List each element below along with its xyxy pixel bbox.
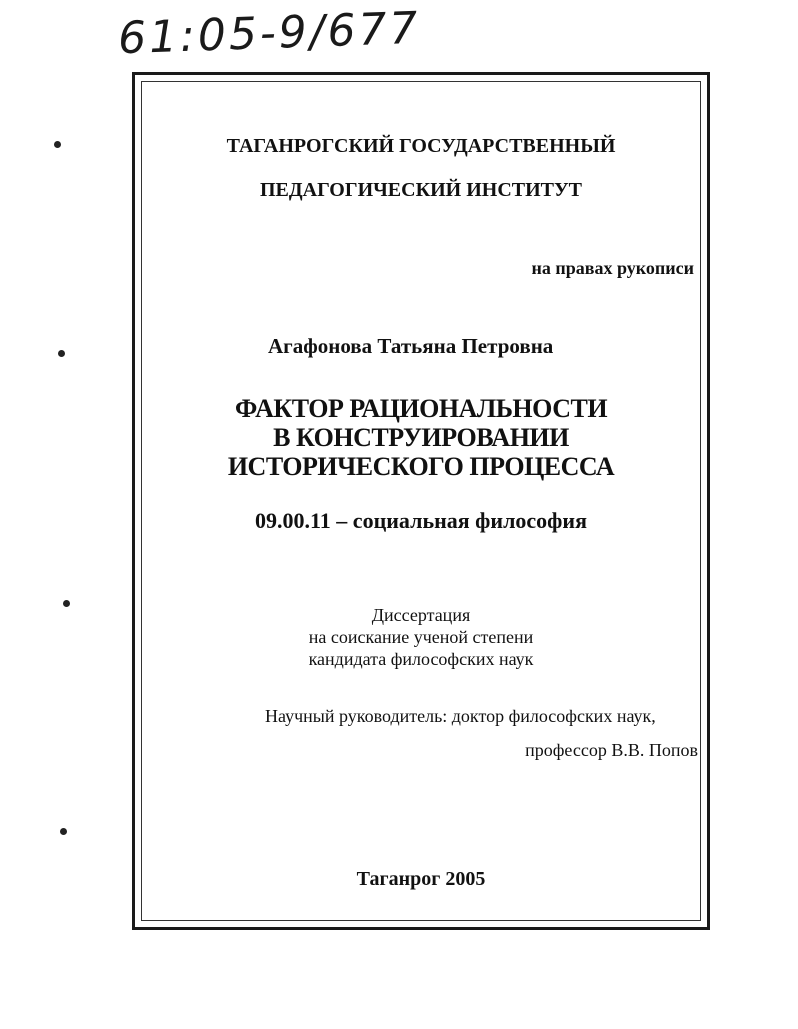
- specialty-code: 09.00.11 – социальная философия: [255, 508, 587, 533]
- supervisor-line-2: профессор В.В. Попов: [525, 740, 698, 760]
- title-line-3: ИСТОРИЧЕСКОГО ПРОЦЕССА: [227, 452, 615, 481]
- degree-statement: [141, 604, 701, 670]
- degree-line-3: кандидата философских наук: [308, 649, 534, 669]
- supervisor-line-1: Научный руководитель: доктор философских наук,: [265, 706, 656, 726]
- archive-code-handwritten: 61:05-9/677: [117, 2, 422, 65]
- city-year: Таганрог 2005: [356, 868, 486, 890]
- binding-hole-2: [58, 350, 65, 357]
- institution-line-2: ПЕДАГОГИЧЕСКИЙ ИНСТИТУТ: [259, 179, 583, 201]
- institution-line-1: ТАГАНРОГСКИЙ ГОСУДАРСТВЕННЫЙ: [226, 135, 616, 157]
- degree-line-1: Диссертация: [371, 605, 471, 625]
- institution-name: [141, 124, 701, 212]
- title-line-1: ФАКТОР РАЦИОНАЛЬНОСТИ: [234, 394, 608, 423]
- binding-hole-3: [63, 600, 70, 607]
- binding-hole-1: [54, 141, 61, 148]
- rights-note: на правах рукописи: [531, 258, 694, 278]
- dissertation-title: [141, 394, 701, 481]
- author-name: Агафонова Татьяна Петровна: [268, 334, 554, 358]
- binding-hole-4: [60, 828, 67, 835]
- degree-line-2: на соискание ученой степени: [308, 627, 534, 647]
- title-line-2: В КОНСТРУИРОВАНИИ: [273, 423, 569, 452]
